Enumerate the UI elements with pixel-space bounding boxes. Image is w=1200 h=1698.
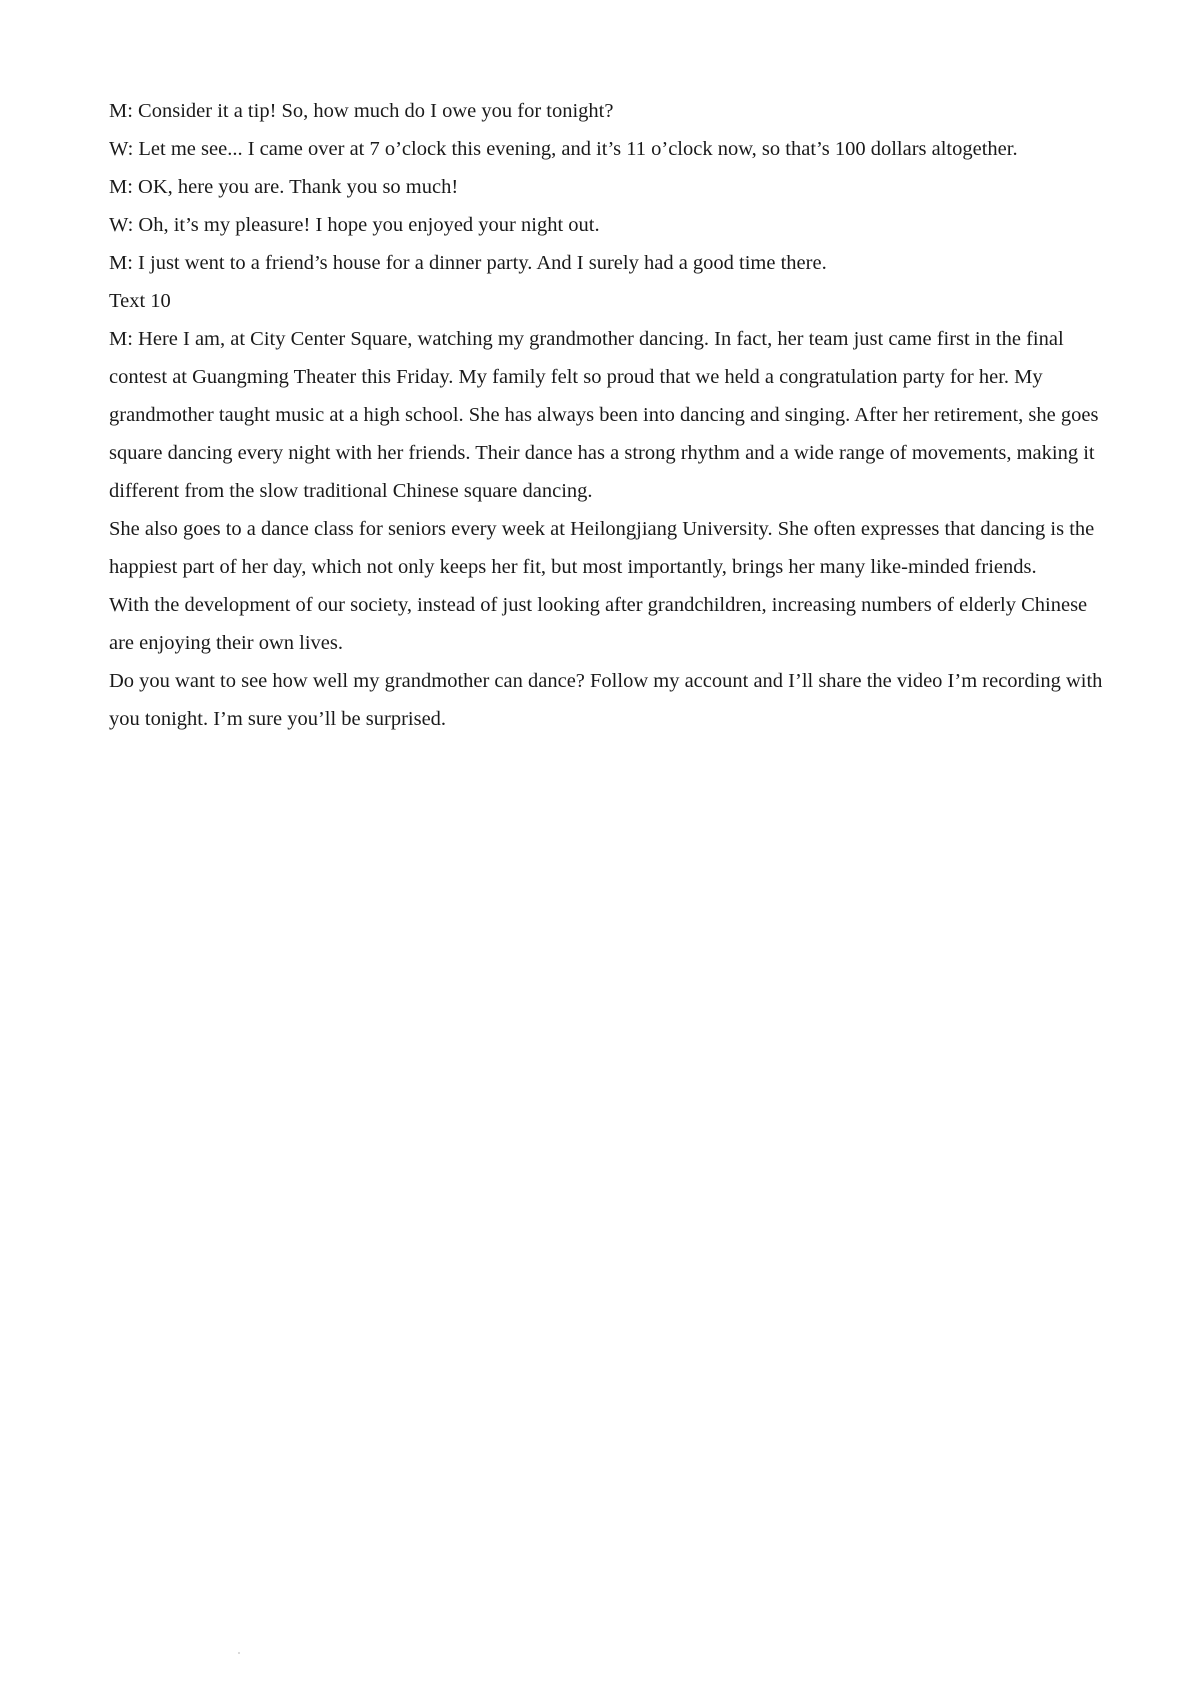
- page-speck: [238, 1652, 240, 1654]
- dialogue-line-2: W: Let me see... I came over at 7 o’clock this evening, and it’s 11 o’clock now, so that’s 100 dollars altogether.: [109, 138, 1018, 160]
- paragraph-2: She also goes to a dance class for seniors every week at Heilongjiang University. She often expresses that dancing is the happiest part of her day, which not only keeps her fit, but most importantly, brings her many like-minded friends.: [109, 518, 1095, 578]
- paragraph-4: Do you want to see how well my grandmother can dance? Follow my account and I’ll share the video I’m recording with you tonight. I’m sure you’ll be surprised.: [109, 670, 1103, 730]
- paragraph-1: M: Here I am, at City Center Square, watching my grandmother dancing. In fact, her team just came first in the final contest at Guangming Theater this Friday. My family felt so proud that we held a congratulation party for her. My grandmother taught music at a high school. She has always been into dancing and singing. After her retirement, she goes square dancing every night with her friends. Their dance has a strong rhythm and a wide range of movements, making it different from the slow traditional Chinese square dancing.: [109, 328, 1099, 502]
- document-body: [109, 92, 1109, 738]
- section-title: Text 10: [109, 290, 171, 312]
- dialogue-line-4: W: Oh, it’s my pleasure! I hope you enjoyed your night out.: [109, 214, 600, 236]
- paragraph-3: With the development of our society, instead of just looking after grandchildren, increasing numbers of elderly Chinese are enjoying their own lives.: [109, 594, 1088, 654]
- dialogue-line-5: M: I just went to a friend’s house for a dinner party. And I surely had a good time there.: [109, 252, 827, 274]
- dialogue-line-3: M: OK, here you are. Thank you so much!: [109, 176, 459, 198]
- dialogue-line-1: M: Consider it a tip! So, how much do I owe you for tonight?: [109, 100, 614, 122]
